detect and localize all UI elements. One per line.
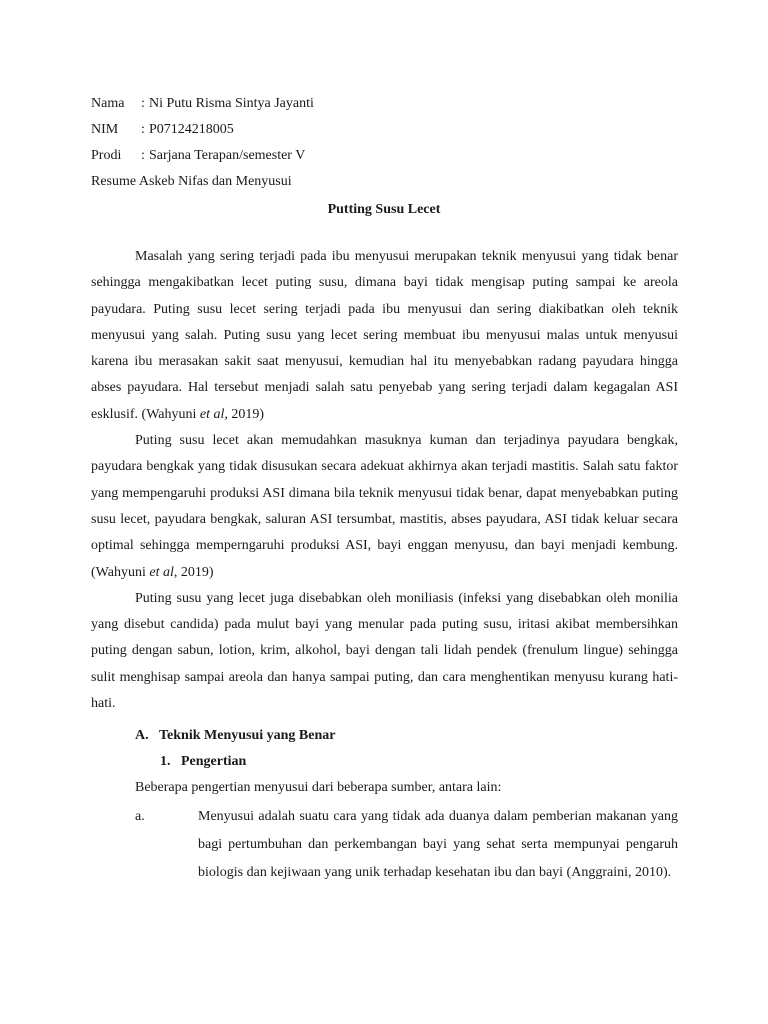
paragraph-1 — [91, 244, 678, 428]
student-prodi-line — [91, 146, 305, 166]
section-a-marker: A. — [135, 728, 149, 743]
list-item-text: Menyusui adalah suatu cara yang tidak ada duanya dalam pemberian makanan yang bagi pertumbuhan dan perkembangan bayi yang sehat serta mempunyai pengaruh biologis dan kejiwaan yang unik terhadap kesehatan ibu dan bayi (Anggraini, 2010). — [198, 809, 678, 880]
paragraph-1-text: Masalah yang sering terjadi pada ibu menyusui merupakan teknik menyusui yang tidak benar sehingga mengakibatkan lecet puting susu, dimana bayi tidak mengisap puting sampai ke areola payudara. Puting susu lecet sering terjadi pada ibu menyusui dan sering diakibatkan oleh teknik menyusui yang salah. Puting susu yang lecet sering membuat ibu menyusui malas untuk menyusui karena ibu merasakan sakit saat menyusui, kemudian hal itu menyebabkan radang payudara hingga abses payudara. Hal tersebut menjadi salah satu penyebab yang sering terjadi dalam kegagalan ASI esklusif. (Wahyuni — [91, 249, 678, 422]
prodi-separator: : — [141, 148, 145, 163]
body-text — [91, 244, 678, 717]
name-value: Ni Putu Risma Sintya Jayanti — [149, 96, 314, 111]
list-item — [135, 803, 678, 887]
student-name-line — [91, 94, 314, 114]
paragraph-3-text: Puting susu yang lecet juga disebabkan oleh moniliasis (infeksi yang disebabkan oleh monilia yang disebut candida) pada mulut bayi yang menular pada puting susu, iritasi akibat membersihkan puting dengan sabun, lotion, krim, alkohol, bayi dengan tali lidah pendek (frenulum lingue) sehingga sulit menghisap sampai areola dan hanya sampai puting, dan cara menghentikan menyusu kurang hati-hati. — [91, 590, 678, 712]
section-heading-a — [135, 723, 335, 749]
course-line: Resume Askeb Nifas dan Menyusui — [91, 174, 292, 189]
nim-separator: : — [141, 122, 145, 137]
nim-label: NIM — [91, 122, 119, 137]
paragraph-3 — [91, 586, 678, 717]
paragraph-2-italic: et al — [149, 564, 174, 580]
subsection-1-title: Pengertian — [181, 754, 247, 769]
intro-line: Beberapa pengertian menyusui dari beberapa sumber, antara lain: — [135, 780, 502, 795]
nim-value: P07124218005 — [149, 122, 234, 137]
name-label: Nama — [91, 96, 125, 111]
prodi-value: Sarjana Terapan/semester V — [149, 148, 306, 163]
subsection-heading-1 — [160, 749, 246, 775]
section-a-title: Teknik Menyusui yang Benar — [159, 728, 336, 743]
paragraph-2 — [91, 428, 678, 586]
paragraph-2-text: Puting susu lecet akan memudahkan masuknya kuman dan terjadinya payudara bengkak, payudara bengkak yang tidak disusukan secara adekuat akhirnya akan terjadi mastitis. Salah satu faktor yang mempengaruhi produksi ASI dimana bila teknik menyusui tidak benar, dapat menyebabkan puting susu lecet, payudara bengkak, saluran ASI tersumbat, mastitis, abses payudara, ASI tidak keluar secara optimal sehingga memperngaruhi produksi ASI, bayi enggan menyusu, dan bayi menjadi kembung. (Wahyuni — [91, 433, 678, 580]
student-nim-line — [91, 120, 234, 140]
name-separator: : — [141, 96, 145, 111]
list-item-marker: a. — [135, 809, 145, 824]
paragraph-1-citation-end: 2019) — [227, 406, 265, 422]
subsection-1-marker: 1. — [160, 754, 171, 769]
paragraph-2-citation-end: , 2019) — [173, 564, 214, 580]
paragraph-1-italic: et al, — [199, 406, 228, 422]
prodi-label: Prodi — [91, 148, 122, 163]
document-title: Putting Susu Lecet — [327, 202, 441, 217]
